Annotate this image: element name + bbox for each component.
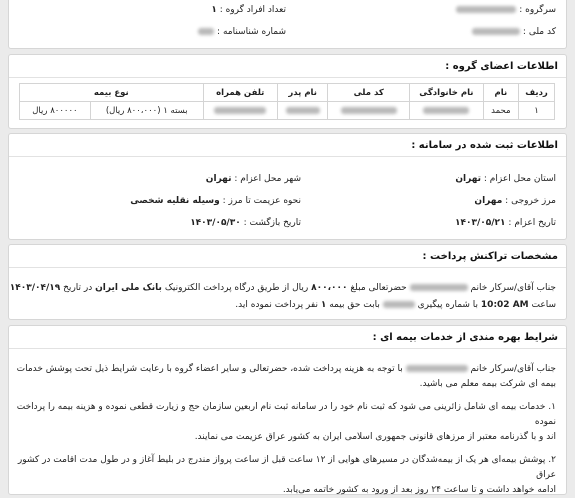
group-count-row	[211, 5, 286, 15]
payment-date: ۱۴۰۳/۰۴/۱۹	[9, 283, 61, 293]
col-national-code: کد ملی	[328, 84, 410, 102]
return-date-row	[190, 218, 301, 228]
payer-name-redacted	[410, 284, 468, 291]
payment-text: در تاریخ	[63, 283, 93, 293]
cell-first-name: محمد	[483, 102, 518, 120]
registered-title: اطلاعات ثبت شده در سامانه :	[411, 140, 558, 151]
payment-amount: ۸۰۰،۰۰۰	[311, 283, 348, 293]
terms-card	[8, 325, 567, 495]
city-row	[206, 174, 301, 184]
cell-index: ۱	[519, 102, 555, 120]
border-value: مهران	[474, 196, 503, 206]
city-value: تهران	[205, 174, 232, 184]
cell-amount: ۸۰۰۰۰۰ ریال	[20, 102, 91, 120]
col-last-name: نام خانوادگی	[410, 84, 484, 102]
members-header-row	[20, 84, 555, 102]
province-value: تهران	[455, 174, 482, 184]
id-number-redacted	[198, 28, 214, 35]
terms-text: بیمه ای شرکت بیمه معلم می باشید.	[419, 379, 556, 389]
terms-paragraph	[16, 362, 556, 392]
payment-card	[8, 244, 567, 320]
national-code-row	[472, 27, 556, 37]
terms-text: جناب آقای/سرکار خانم	[470, 364, 556, 374]
payment-time: 10:02 AM	[480, 300, 529, 310]
insured-name-redacted	[406, 365, 468, 372]
national-code-redacted	[472, 28, 520, 35]
terms-text: با توجه به هزینه پرداخت شده، حضرتعالی و سایر اعضاء گروه با رعایت شرایط ذیل تحت پوشش خدمات	[16, 364, 403, 374]
payment-line-1	[10, 283, 556, 293]
dispatch-date-label: تاریخ اعزام :	[508, 218, 556, 228]
payment-text: جناب آقای/سرکار خانم	[470, 283, 556, 293]
tracking-number-redacted	[383, 301, 415, 308]
province-label: استان محل اعزام :	[483, 174, 556, 184]
dispatch-date-row	[455, 218, 556, 228]
person-count: ۱	[320, 300, 327, 310]
id-number-row	[198, 27, 286, 37]
col-first-name: نام	[483, 84, 518, 102]
cell-package: بسته ۱ (۸۰۰،۰۰۰ ریال)	[90, 102, 203, 120]
cell-father-name	[277, 102, 327, 120]
bank-name: بانک ملی ایران	[95, 283, 162, 293]
col-index: ردیف	[519, 84, 555, 102]
border-row	[474, 196, 556, 206]
province-row	[455, 174, 556, 184]
col-insurance-type: نوع بیمه	[20, 84, 204, 102]
terms-text: ادامه خواهد داشت و تا ساعت ۲۴ روز بعد از ورود به کشور خاتمه می‌یابد.	[282, 485, 556, 495]
payment-text: ساعت	[531, 300, 556, 310]
terms-body	[16, 362, 556, 498]
members-table	[19, 83, 555, 120]
payment-line-2	[235, 300, 556, 310]
group-count-value: ۱	[211, 5, 217, 15]
table-row	[20, 102, 555, 120]
cell-mobile	[203, 102, 277, 120]
col-father-name: نام پدر	[277, 84, 327, 102]
id-number-label: شماره شناسنامه :	[217, 27, 286, 37]
guardian-label: سرگروه :	[519, 5, 556, 15]
members-card	[8, 54, 567, 129]
payment-text: با شماره پیگیری	[417, 300, 479, 310]
national-code-label: کد ملی :	[522, 27, 556, 37]
divider	[9, 267, 566, 268]
terms-title: شرایط بهره مندی از خدمات بیمه ای :	[372, 332, 558, 343]
terms-text: اند و با گذرنامه معتبر از مرزهای قانونی جمهوری اسلامی ایران به کشور عراق عزیمت می نمایند.	[194, 432, 556, 442]
payment-text: نفر پرداخت نموده اید.	[235, 300, 318, 310]
transport-value: وسیله نقلیه شخصی	[130, 196, 220, 206]
terms-paragraph	[16, 453, 556, 498]
divider	[9, 156, 566, 157]
guardian-name-redacted	[456, 6, 516, 13]
payment-text: بابت حق بیمه	[329, 300, 380, 310]
col-mobile: تلفن همراه	[203, 84, 277, 102]
registered-card	[8, 133, 567, 240]
payment-text: حضرتعالی مبلغ	[350, 283, 407, 293]
divider	[9, 77, 566, 78]
payment-title: مشخصات تراکنش پرداخت :	[422, 251, 558, 262]
return-date-label: تاریخ بازگشت :	[243, 218, 301, 228]
terms-text: ۱. خدمات بیمه ای شامل زائرینی می شود که ثبت نام خود را در سامانه ثبت نام اربعین سازمان حج و زیارت قطعی نموده و هزینه بیمه را پرداخت نموده	[16, 402, 556, 427]
payment-text: ریال از طریق درگاه پرداخت الکترونیک	[164, 283, 309, 293]
return-date-value: ۱۴۰۳/۰۵/۳۰	[190, 218, 241, 228]
group-count-label: تعداد افراد گروه :	[219, 5, 286, 15]
transport-row	[130, 196, 301, 206]
terms-text: ۲. پوشش بیمه‌ای هر یک از بیمه‌شدگان در مسیرهای هوایی از ۱۲ ساعت قبل از ساعت پرواز مندرج در بلیط آغاز و در طول مدت اقامت در کشور عراق	[17, 455, 556, 480]
guardian-card	[8, 0, 567, 49]
cell-last-name	[410, 102, 484, 120]
terms-paragraph	[16, 400, 556, 445]
members-title: اطلاعات اعضای گروه :	[445, 61, 558, 72]
dispatch-date-value: ۱۴۰۳/۰۵/۲۱	[455, 218, 506, 228]
transport-label: نحوه عزیمت تا مرز :	[222, 196, 301, 206]
cell-national-code	[328, 102, 410, 120]
border-label: مرز خروجی :	[505, 196, 556, 206]
divider	[9, 348, 566, 349]
city-label: شهر محل اعزام :	[234, 174, 301, 184]
guardian-row	[456, 5, 556, 15]
